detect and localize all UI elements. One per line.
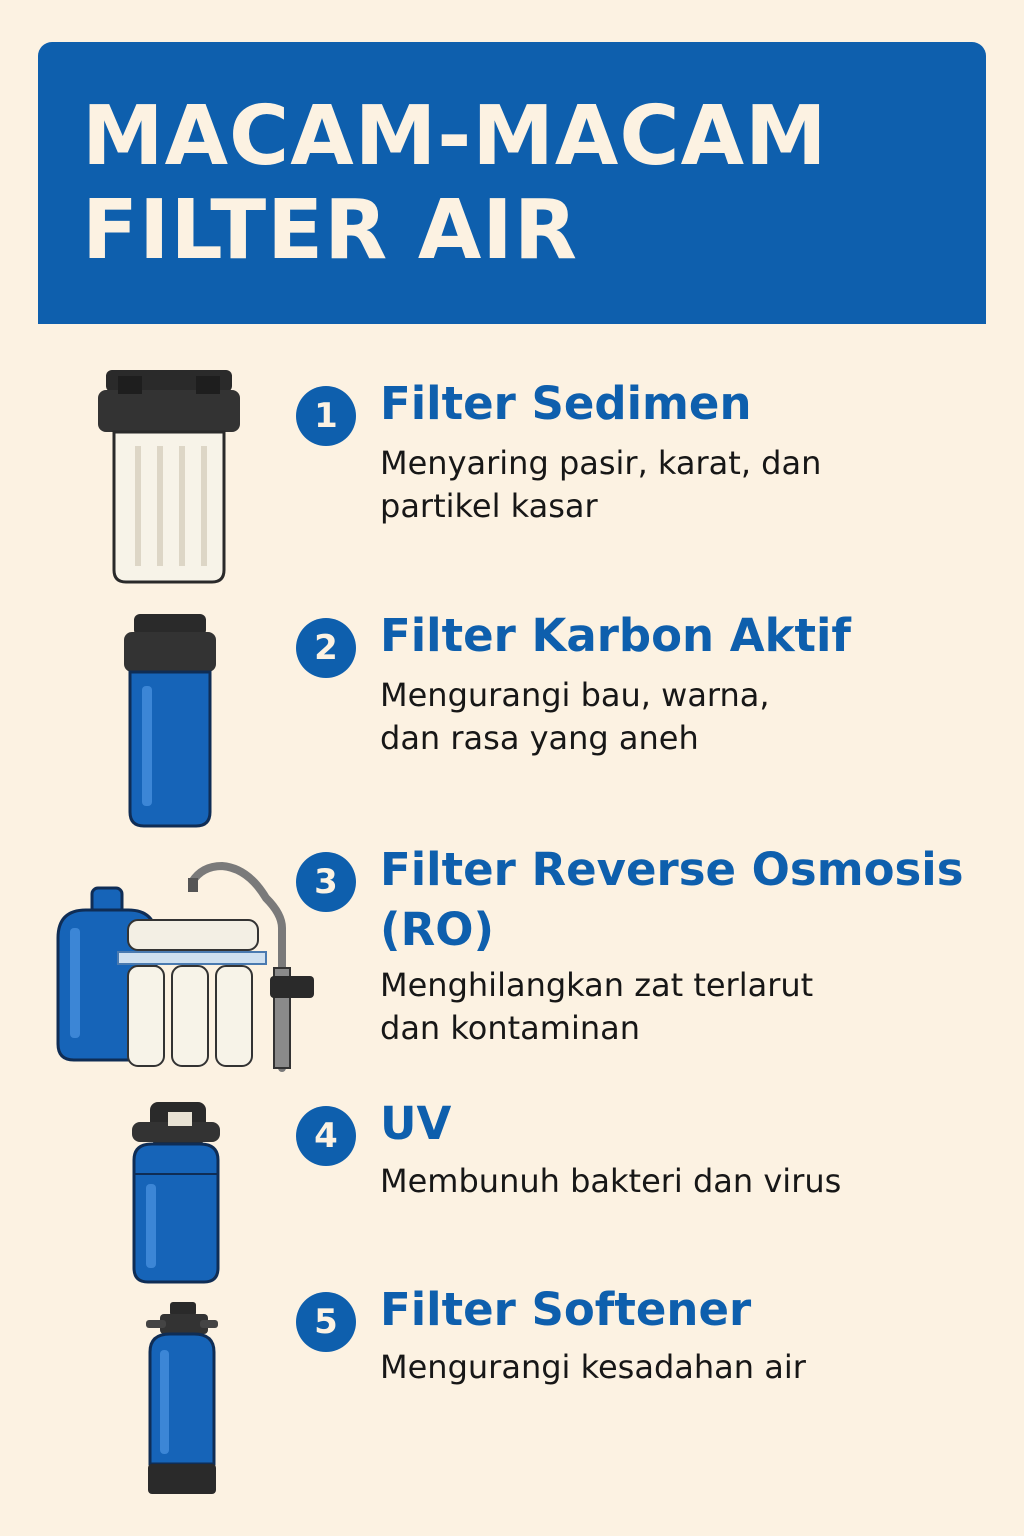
item-description <box>380 674 940 760</box>
item-title: UV <box>380 1097 452 1150</box>
item-title: Filter Karbon Aktif <box>380 609 852 662</box>
item-description <box>380 442 940 528</box>
reverse-osmosis-system-icon <box>52 858 320 1074</box>
item-number-badge: 2 <box>296 618 356 678</box>
item-description-line-1: Menyaring pasir, karat, dan <box>380 444 822 482</box>
item-description-line-1: Mengurangi kesadahan air <box>380 1348 806 1386</box>
item-number-badge: 4 <box>296 1106 356 1166</box>
item-description-line-2: dan rasa yang aneh <box>380 719 699 757</box>
item-description-line-1: Mengurangi bau, warna, <box>380 676 770 714</box>
item-title: Filter Sedimen <box>380 377 752 430</box>
uv-filter-icon <box>128 1100 224 1286</box>
item-title-line-1: Filter Reverse Osmosis <box>380 843 964 896</box>
softener-tank-icon <box>142 1300 222 1500</box>
sediment-filter-icon <box>94 366 244 588</box>
item-description <box>380 1160 940 1203</box>
carbon-filter-icon <box>120 612 220 830</box>
item-description-line-1: Menghilangkan zat terlarut <box>380 966 814 1004</box>
item-description <box>380 1346 940 1389</box>
item-title-line-2: (RO) <box>380 903 495 956</box>
page-title <box>82 90 828 278</box>
page-title-line-2: FILTER AIR <box>82 183 578 278</box>
header-banner <box>38 42 986 324</box>
item-title: Filter Softener <box>380 1283 752 1336</box>
item-number-badge: 3 <box>296 852 356 912</box>
item-title <box>380 840 990 960</box>
item-description-line-1: Membunuh bakteri dan virus <box>380 1162 842 1200</box>
item-number-badge: 1 <box>296 386 356 446</box>
item-description-line-2: partikel kasar <box>380 487 598 525</box>
item-description <box>380 964 940 1050</box>
page-title-line-1: MACAM-MACAM <box>82 89 828 184</box>
item-number-badge: 5 <box>296 1292 356 1352</box>
item-description-line-2: dan kontaminan <box>380 1009 641 1047</box>
